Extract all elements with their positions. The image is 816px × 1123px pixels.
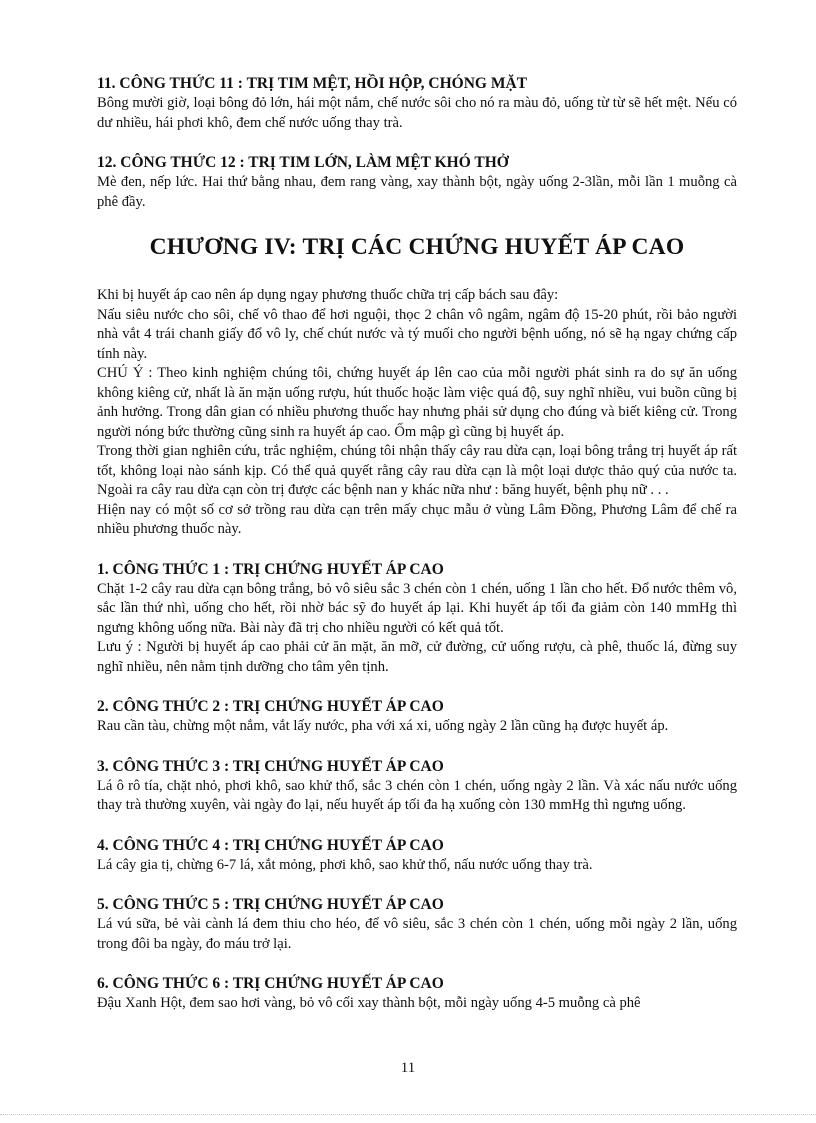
section-paragraph: Bông mười giờ, loại bông đỏ lớn, hái một nắm, chế nước sôi cho nó ra màu đỏ, uống từ từ sẽ hết mệt. Nếu có dư nhiều, hái phơi khô, đem chế nước uống thay trà. <box>97 95 737 131</box>
section-heading: 2. CÔNG THỨC 2 : TRỊ CHỨNG HUYẾT ÁP CAO <box>97 698 444 715</box>
section-paragraph: Mè đen, nếp lức. Hai thứ bằng nhau, đem rang vàng, xay thành bột, ngày uống 2-3lần, mỗi lần 1 muỗng cà phê đầy. <box>97 174 737 210</box>
section-heading: 5. CÔNG THỨC 5 : TRỊ CHỨNG HUYẾT ÁP CAO <box>97 896 444 913</box>
section-paragraph: Lá ô rô tía, chặt nhỏ, phơi khô, sao khử thổ, sắc 3 chén còn 1 chén, uống ngày 2 lần. Và xác nấu nước uống thay trà thường xuyên, vài ngày đo lại, nếu huyết áp tối đa hạ xuống còn 130 mmHg thì ngưng uống. <box>97 777 737 813</box>
section-formula-12 <box>97 153 737 212</box>
section-formula-11 <box>97 74 737 133</box>
intro-paragraph: Nấu siêu nước cho sôi, chế vô thao để hơi nguội, thọc 2 chân vô ngâm, ngâm độ 15-20 phút, rồi bảo người nhà vắt 4 trái chanh giấy đổ vô ly, chế chút nước và tý muối cho người bệnh uống, nó sẽ hạ ngay chứng cấp tính này. <box>97 306 737 362</box>
page-content <box>97 74 737 1034</box>
section-formula-5 <box>97 895 737 954</box>
section-formula-1 <box>97 560 737 678</box>
section-formula-2 <box>97 697 737 737</box>
section-paragraph: Rau cần tàu, chừng một nắm, vắt lấy nước, pha với xá xi, uống ngày 2 lần cũng hạ được huyết áp. <box>97 718 669 734</box>
intro-paragraph: CHÚ Ý : Theo kinh nghiệm chúng tôi, chứng huyết áp lên cao của mỗi người phát sinh ra do sự ăn uống không kiêng cử, nhất là ăn mặn uống rượu, hút thuốc hoặc làm việc quá độ, suy nghĩ nhiều, vui buồn cũng bị ảnh hưởng. Trong dân gian có nhiều phương thuốc hay nhưng phải sử dụng cho đúng và biết kiêng cử. Trong người nóng bức thường cũng sinh ra huyết áp cao. Ốm mập gì cũng bị huyết áp. <box>97 365 737 440</box>
section-heading: 11. CÔNG THỨC 11 : TRỊ TIM MỆT, HỒI HỘP, CHÓNG MẶT <box>97 75 528 92</box>
section-heading: 4. CÔNG THỨC 4 : TRỊ CHỨNG HUYẾT ÁP CAO <box>97 836 444 854</box>
section-paragraph: Lá vú sữa, bẻ vài cành lá đem thiu cho héo, để vô siêu, sắc 3 chén còn 1 chén, uống mỗi ngày 2 lần, uống trong đôi ba ngày, đo máu trở lại. <box>97 916 737 952</box>
intro-paragraph: Trong thời gian nghiên cứu, trắc nghiệm, chúng tôi nhận thấy cây rau dừa cạn, loại bông trắng trị huyết áp rất tốt, không loại nào sánh kịp. Có thể quả quyết rằng cây rau dừa cạn là một loại dược thảo quý của nước ta. Ngoài ra cây rau dừa cạn còn trị được các bệnh nan y khác nữa như : băng huyết, bệnh phụ nữ . . . <box>97 443 737 498</box>
page-number: 11 <box>400 1060 416 1076</box>
section-note: Lưu ý : Người bị huyết áp cao phải cử ăn mặt, ăn mỡ, cử đường, cử uống rượu, cà phê, thuốc lá, đừng suy nghĩ nhiều, nên nằm tịnh dưỡng cho tâm yên tịnh. <box>97 639 737 675</box>
section-heading: 3. CÔNG THỨC 3 : TRỊ CHỨNG HUYẾT ÁP CAO <box>97 757 444 775</box>
intro-paragraph: Hiện nay có một số cơ sở trồng rau dừa cạn trên mấy chục mẫu ở vùng Lâm Đồng, Phương Lâm để chế ra nhiều phương thuốc này. <box>97 501 737 537</box>
page-bottom-divider <box>0 1114 816 1115</box>
section-paragraph: Lá cây gia tị, chừng 6-7 lá, xắt mỏng, phơi khô, sao khử thổ, nấu nước uống thay trà. <box>97 856 593 873</box>
section-formula-6 <box>97 974 737 1014</box>
intro-paragraph: Khi bị huyết áp cao nên áp dụng ngay phương thuốc chữa trị cấp bách sau đây: <box>97 287 559 303</box>
section-paragraph: Đậu Xanh Hột, đem sao hơi vàng, bỏ vô cối xay thành bột, mỗi ngày uống 4-5 muỗng cà phê <box>97 995 641 1011</box>
chapter-intro <box>97 286 737 540</box>
section-formula-4 <box>97 836 737 876</box>
section-heading: 6. CÔNG THỨC 6 : TRỊ CHỨNG HUYẾT ÁP CAO <box>97 975 444 992</box>
section-formula-3 <box>97 757 737 816</box>
chapter-title: CHƯƠNG IV: TRỊ CÁC CHỨNG HUYẾT ÁP CAO <box>149 234 685 260</box>
section-heading: 1. CÔNG THỨC 1 : TRỊ CHỨNG HUYẾT ÁP CAO <box>97 560 444 578</box>
section-paragraph: Chặt 1-2 cây rau dừa cạn bông trắng, bỏ vô siêu sắc 3 chén còn 1 chén, uống 1 lần cho hết. Đổ nước thêm vô, sắc lần thứ nhì, uống cho hết, rồi nhờ bác sỹ đo huyết áp lại. Khi huyết áp tối đa giảm còn 140 mmHg thì ngưng không uống nữa. Bài này đã trị cho nhiều người có kết quả tốt. <box>97 580 737 636</box>
section-heading: 12. CÔNG THỨC 12 : TRỊ TIM LỚN, LÀM MỆT KHÓ THỞ <box>97 154 509 171</box>
